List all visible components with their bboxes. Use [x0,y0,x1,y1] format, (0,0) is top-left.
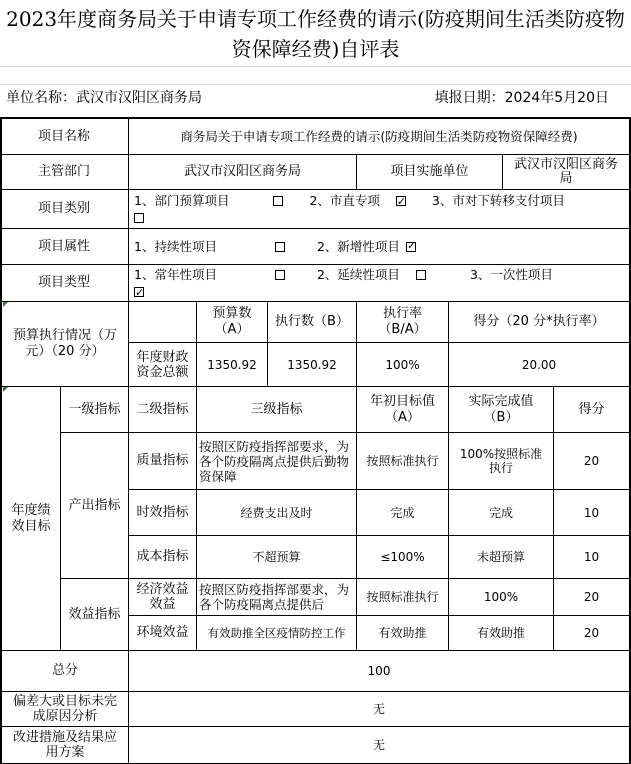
perf-row-actual: 有效助推 [476,626,525,640]
impl-value: 武汉市汉阳区商务局 [513,157,618,186]
perf-row-l3: 按照区防疫指挥部要求，为各个防疫隔离点提供后 [199,582,350,612]
type-options [132,266,626,300]
category-opt3: 3、市对下转移支付项目 [431,193,565,208]
perf-row-target: ≤100% [380,550,425,564]
perf-row-target: 有效助推 [378,626,427,640]
attr-checkbox-2[interactable] [406,242,416,252]
attr-options [132,229,626,264]
category-label: 项目类别 [37,201,90,216]
page-title: 2023年度商务局关于申请专项工作经费的请示(防疫期间生活类防疫物资保障经费)自评表 [6,7,625,61]
perf-row-l3: 经费支出及时 [240,505,313,520]
benefit-indicator-label: 效益指标 [68,606,121,622]
perf-header-target: 年初目标值（A） [369,393,435,425]
attr-checkbox-1[interactable] [275,242,285,252]
perf-row-l3: 有效助推全区疫情防控工作 [207,626,346,640]
dept-label: 主管部门 [37,164,90,179]
perf-row-actual: 100% [483,590,519,604]
perf-header-l2: 二级指标 [136,401,189,417]
category-options [132,192,626,226]
attr-opt1: 1、持续性项目 [134,238,217,254]
perf-row-score: 20 [583,454,600,468]
perf-row-l3: 不超预算 [252,550,301,564]
perf-header-actual: 实际完成值（B） [468,393,534,425]
category-opt1: 1、部门预算项目 [134,193,230,208]
perf-row-target: 按照标准执行 [366,590,439,604]
perf-header-score: 得分 [578,401,605,417]
perf-row-target: 完成 [390,505,415,520]
category-checkbox-2[interactable] [396,196,406,206]
perf-row-l2: 质量指标 [136,453,189,468]
budget-amount: 1350.92 [207,357,257,372]
budget-header-exec: 执行数（B） [275,314,349,329]
budget-row-label: 年度财政资金总额 [136,349,189,380]
perf-row-target: 按照标准执行 [366,454,439,468]
budget-score: 20.00 [521,357,557,372]
type-checkbox-2[interactable] [416,270,426,280]
perf-row-l2: 成本指标 [136,549,189,564]
exec-amount: 1350.92 [287,357,337,372]
output-indicator-label: 产出指标 [68,497,121,513]
type-opt3: 3、一次性项目 [469,267,553,282]
project-name-value: 商务局关于申请专项工作经费的请示(防疫期间生活类防疫物资保障经费) [180,128,578,144]
perf-row-actual: 完成 [488,505,513,520]
budget-header-score: 得分（20 分*执行率） [473,314,605,329]
dept-value: 武汉市汉阳区商务局 [183,164,301,179]
category-checkbox-1[interactable] [273,196,283,206]
perf-row-score: 20 [583,626,600,640]
type-opt2: 2、延续性项目 [316,267,400,282]
project-name-label: 项目名称 [37,128,90,144]
perf-row-l2: 时效指标 [136,504,189,520]
budget-header-rate: 执行率（B/A） [378,306,427,337]
perf-row-l2: 环境效益 [136,625,189,640]
type-label: 项目类型 [37,275,90,290]
perf-header-l3: 三级指标 [250,401,303,417]
unit-name: 单位名称：武汉市汉阳区商务局 [6,90,202,106]
perf-row-score: 20 [583,590,600,604]
perf-row-actual: 未超预算 [476,550,525,564]
fill-date: 填报日期：2024年5月20日 [434,90,609,106]
category-opt2: 2、市直专项 [309,193,380,208]
total-value: 100 [367,664,391,678]
deviation-label: 偏差大或目标未完成原因分析 [12,694,117,724]
attr-opt2: 2、新增性项目 [316,238,400,254]
category-checkbox-3[interactable] [134,213,144,223]
perf-row-l3: 按照区防疫指挥部要求，为各个防疫隔离点提供后勤物资保障 [199,438,350,484]
budget-header-budget: 预算数（A） [212,306,252,337]
type-opt1: 1、常年性项目 [134,267,217,282]
cell-comment-marker [3,302,8,307]
perf-row-score: 10 [583,550,600,564]
total-label: 总分 [51,663,78,678]
perf-row-l2: 经济效益效益 [136,582,189,612]
perf-label: 年度绩效目标 [11,502,51,534]
perf-row-actual: 100%按照标准执行 [459,447,543,475]
improve-value: 无 [372,738,385,752]
impl-label: 项目实施单位 [390,164,469,179]
perf-row-score: 10 [583,505,600,520]
type-checkbox-3[interactable] [134,287,144,297]
perf-header-l1: 一级指标 [68,401,121,417]
exec-rate: 100% [385,357,420,372]
deviation-value: 无 [372,702,385,716]
budget-label: 预算执行情况（万元）（20 分） [12,328,117,359]
type-checkbox-1[interactable] [275,270,285,280]
improve-label: 改进措施及结果应用方案 [12,730,117,760]
attr-label: 项目属性 [37,238,90,254]
